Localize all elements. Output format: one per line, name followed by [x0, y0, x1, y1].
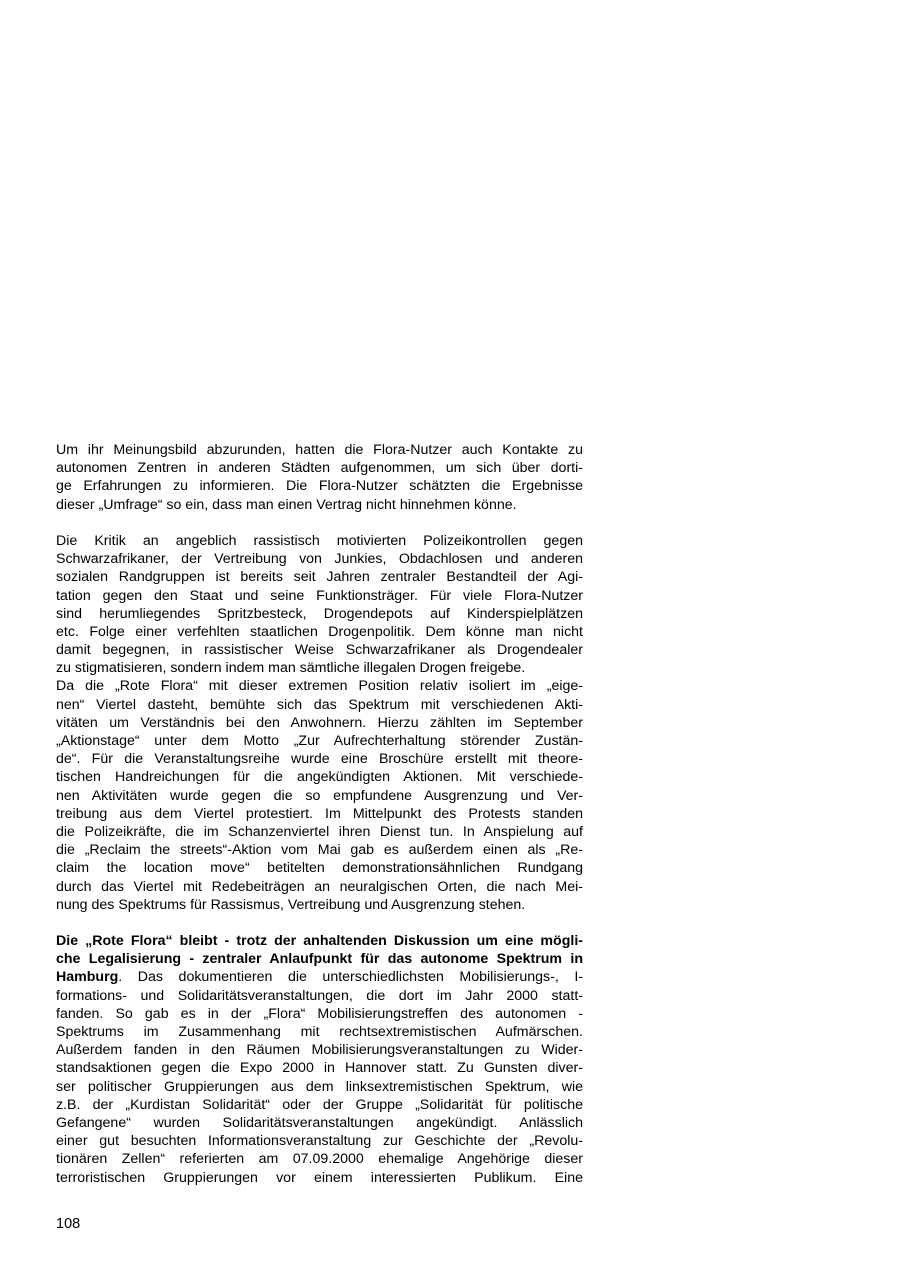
text-line: nung des Spektrums für Rassismus, Vertreibung und Ausgrenzung stehen. — [56, 896, 526, 913]
text-line: tischen Handreichungen für die angekündigten Aktionen. Mit verschiede- — [56, 769, 583, 786]
paragraph-4 — [56, 932, 583, 1187]
text-line: dieser „Umfrage“ so ein, dass man einen Vertrag nicht hinnehmen könne. — [56, 496, 517, 513]
text-line: sozialen Randgruppen ist bereits seit Jahren zentraler Bestandteil der Agi- — [56, 569, 583, 586]
text-line: formations- und Solidaritätsveranstaltungen, die dort im Jahr 2000 statt- — [56, 987, 583, 1004]
bold-lead-line: Die „Rote Flora“ bleibt - trotz der anhaltenden Diskussion um eine mögli- — [56, 933, 583, 950]
text-line: Schwarzafrikaner, der Vertreibung von Junkies, Obdachlosen und anderen — [56, 551, 583, 568]
paragraph-3 — [56, 677, 583, 913]
paragraph-gap — [56, 514, 583, 532]
body-text — [56, 441, 583, 1187]
text-line: terroristischen Gruppierungen vor einem interessierten Publikum. Eine — [56, 1169, 583, 1186]
text-line: etc. Folge einer verfehlten staatlichen Drogenpolitik. Dem könne man nicht — [56, 623, 583, 640]
text-line: Außerdem fanden in den Räumen Mobilisierungsveranstaltungen zu Wider- — [56, 1042, 583, 1059]
text-line: Spektrums im Zusammenhang mit rechtsextremistischen Aufmärschen. — [56, 1024, 583, 1040]
text-line: tation gegen den Staat und seine Funktionsträger. Für viele Flora-Nutzer — [56, 587, 583, 604]
text-line: ge Erfahrungen zu informieren. Die Flora-Nutzer schätzten die Ergebnisse — [56, 478, 583, 495]
text-line: einer gut besuchten Informationsveranstaltung zur Geschichte der „Revolu- — [56, 1133, 583, 1150]
text-line: durch das Viertel mit Redebeiträgen an neuralgischen Orten, die nach Mei- — [56, 878, 583, 895]
text-line: treibung aus dem Viertel protestiert. Im Mittelpunkt des Protests standen — [56, 805, 583, 822]
text-line: tionären Zellen“ referierten am 07.09.2000 ehemalige Angehörige dieser — [56, 1151, 583, 1168]
text-line: nen Aktivitäten wurde gegen die so empfundene Ausgrenzung und Ver- — [56, 787, 583, 804]
text-line: claim the location move“ betitelten demonstrationsähnlichen Rundgang — [56, 860, 583, 877]
text-run: . Das dokumentieren die unterschiedlichsten Mobilisierungs-, I- — [118, 969, 583, 986]
text-line: Die Kritik an angeblich rassistisch motivierten Polizeikontrollen gegen — [56, 532, 583, 549]
bold-lead-end: Hamburg — [56, 969, 119, 986]
text-line: de“. Für die Veranstaltungsreihe wurde eine Broschüre erstellt mit theore- — [56, 751, 583, 768]
text-line: zu stigmatisieren, sondern indem man sämtliche illegalen Drogen freigebe. — [56, 660, 526, 677]
text-line: autonomen Zentren in anderen Städten aufgenommen, um sich über dorti- — [56, 460, 583, 477]
text-line: standsaktionen gegen die Expo 2000 in Hannover statt. Zu Gunsten diver- — [56, 1060, 583, 1077]
text-line: Gefangene“ wurden Solidaritätsveranstaltungen angekündigt. Anlässlich — [56, 1114, 583, 1131]
text-line: die „Reclaim the streets“-Aktion vom Mai gab es außerdem einen als „Re- — [56, 842, 583, 859]
paragraph-2 — [56, 532, 583, 678]
bold-lead-line: che Legalisierung - zentraler Anlaufpunkt für das autonome Spektrum in — [56, 951, 583, 968]
text-line: „Aktionstage“ unter dem Motto „Zur Aufrechterhaltung störender Zustän- — [56, 733, 583, 749]
text-line: z.B. der „Kurdistan Solidarität“ oder der Gruppe „Solidarität für politische — [56, 1096, 583, 1113]
text-line: fanden. So gab es in der „Flora“ Mobilisierungstreffen des autonomen - — [56, 1005, 583, 1022]
paragraph-gap — [56, 914, 583, 932]
text-line: die Polizeikräfte, die im Schanzenviertel ihren Dienst tun. In Anspielung auf — [56, 823, 583, 840]
text-line: vitäten um Verständnis bei den Anwohnern. Hierzu zählten im September — [56, 714, 583, 731]
text-line: Da die „Rote Flora“ mit dieser extremen Position relativ isoliert im „eige- — [56, 678, 583, 695]
text-line: nen“ Viertel dasteht, bemühte sich das Spektrum mit verschiedenen Akti- — [56, 696, 583, 713]
text-line: Um ihr Meinungsbild abzurunden, hatten die Flora-Nutzer auch Kontakte zu — [56, 442, 583, 458]
page-number: 108 — [56, 1216, 81, 1232]
text-line: ser politischer Gruppierungen aus dem linksextremistischen Spektrum, wie — [56, 1078, 583, 1095]
mixed-line — [56, 968, 583, 986]
text-line: sind herumliegendes Spritzbesteck, Drogendepots auf Kinderspielplätzen — [56, 605, 583, 622]
text-line: damit begegnen, in rassistischer Weise Schwarzafrikaner als Drogendealer — [56, 642, 583, 659]
paragraph-1 — [56, 441, 583, 514]
